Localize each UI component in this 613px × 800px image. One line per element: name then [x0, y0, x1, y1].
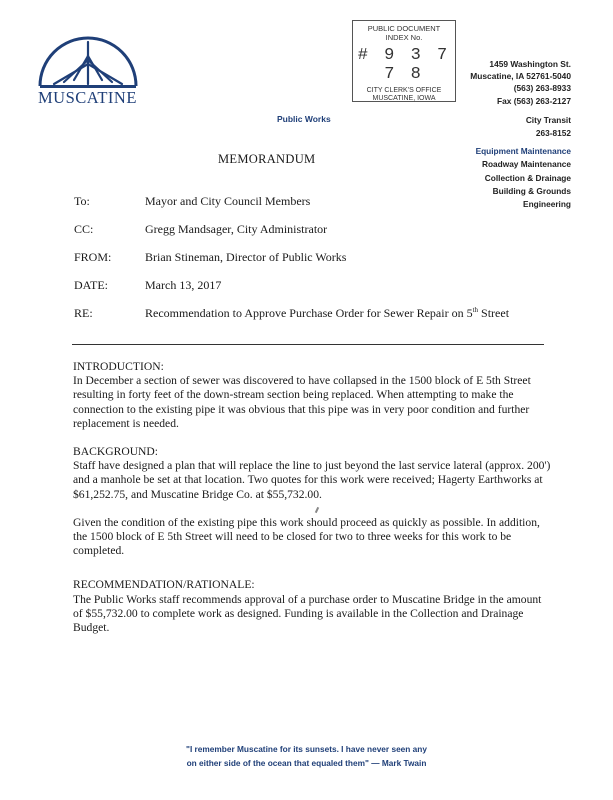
- cc-value: Gregg Mandsager, City Administrator: [145, 222, 328, 236]
- from-label: FROM:: [74, 250, 112, 264]
- division-item: Building & Grounds: [492, 186, 571, 197]
- division-item: Collection & Drainage: [484, 172, 571, 183]
- stamp-line-4: MUSCATINE, IOWA: [372, 95, 436, 102]
- header-divider: [72, 344, 544, 345]
- memo-title: MEMORANDUM: [218, 152, 316, 166]
- stamp-line-3: CITY CLERK'S OFFICE: [366, 87, 442, 94]
- division-transit: City Transit: [525, 115, 571, 125]
- date-value: March 13, 2017: [145, 278, 222, 292]
- division-item: Roadway Maintenance: [482, 159, 571, 170]
- to-value: Mayor and City Council Members: [145, 194, 311, 208]
- address-city: Muscatine, IA 52761-5040: [470, 71, 571, 82]
- division-transit-phone: 263-8152: [535, 128, 571, 139]
- date-label: DATE:: [74, 278, 108, 292]
- footer-quote: [0, 742, 613, 770]
- division-item: Engineering: [523, 199, 571, 210]
- background-text: Staff have designed a plan that will replace the line to just beyond the last service lateral (approx. 200') and a manhole be set at that location. Two quotes for this work were received; Hagerty Earthworks at $61,252.75, and Muscatine Bridge Co. at $55,732.00.: [73, 459, 551, 501]
- memo-body: [73, 360, 551, 635]
- re-value: [145, 306, 509, 321]
- quote-line-2: on either side of the ocean that equaled them" — Mark Twain: [186, 758, 427, 768]
- city-address-block: [470, 58, 571, 107]
- to-label: To:: [74, 194, 90, 208]
- address-street: 1459 Washington St.: [489, 59, 571, 69]
- department-name: Public Works: [277, 114, 331, 124]
- re-text: Recommendation to Approve Purchase Order for Sewer Repair on 5: [145, 306, 473, 320]
- public-document-stamp: [352, 20, 456, 102]
- stamp-index-number: # 9 3 7 7 8: [357, 46, 451, 84]
- re-suffix: Street: [478, 306, 510, 320]
- logo-wordmark: MUSCATINE: [38, 88, 137, 107]
- from-value: Brian Stineman, Director of Public Works: [145, 250, 347, 264]
- division-item: Equipment Maintenance: [475, 145, 571, 156]
- introduction-text: In December a section of sewer was discovered to have collapsed in the 1500 block of E 5th Street resulting in forty feet of the down-stream section being replaced. When attempting to make the connection to the existing pipe it was obvious that this pipe was in very poor condition and further replacement is needed.: [73, 374, 531, 430]
- re-ordinal: th: [472, 306, 479, 314]
- stamp-line-2: INDEX No.: [385, 33, 423, 42]
- department-divisions: [476, 114, 571, 212]
- cc-label: CC:: [74, 222, 94, 236]
- recommendation-heading: RECOMMENDATION/RATIONALE:: [73, 578, 255, 592]
- address-phone: (563) 263-8933: [513, 83, 571, 94]
- introduction-heading: INTRODUCTION:: [73, 360, 164, 373]
- stamp-line-1: PUBLIC DOCUMENT: [367, 24, 441, 33]
- re-label: RE:: [74, 306, 93, 320]
- condition-text: Given the condition of the existing pipe this work should proceed as quickly as possible. In addition, the 1500 block of E 5th Street will need to be closed for two to three weeks for this work to be completed.: [73, 515, 540, 558]
- address-fax: Fax (563) 263-2127: [496, 95, 571, 106]
- quote-line-1: "I remember Muscatine for its sunsets. I have never seen any: [186, 744, 427, 754]
- background-heading: BACKGROUND:: [73, 445, 159, 459]
- recommendation-text: The Public Works staff recommends approval of a purchase order to Muscatine Bridge in the amount of $55,732.00 to complete work as designed. Funding is available in the Collection and Drainage Budget.: [73, 592, 542, 635]
